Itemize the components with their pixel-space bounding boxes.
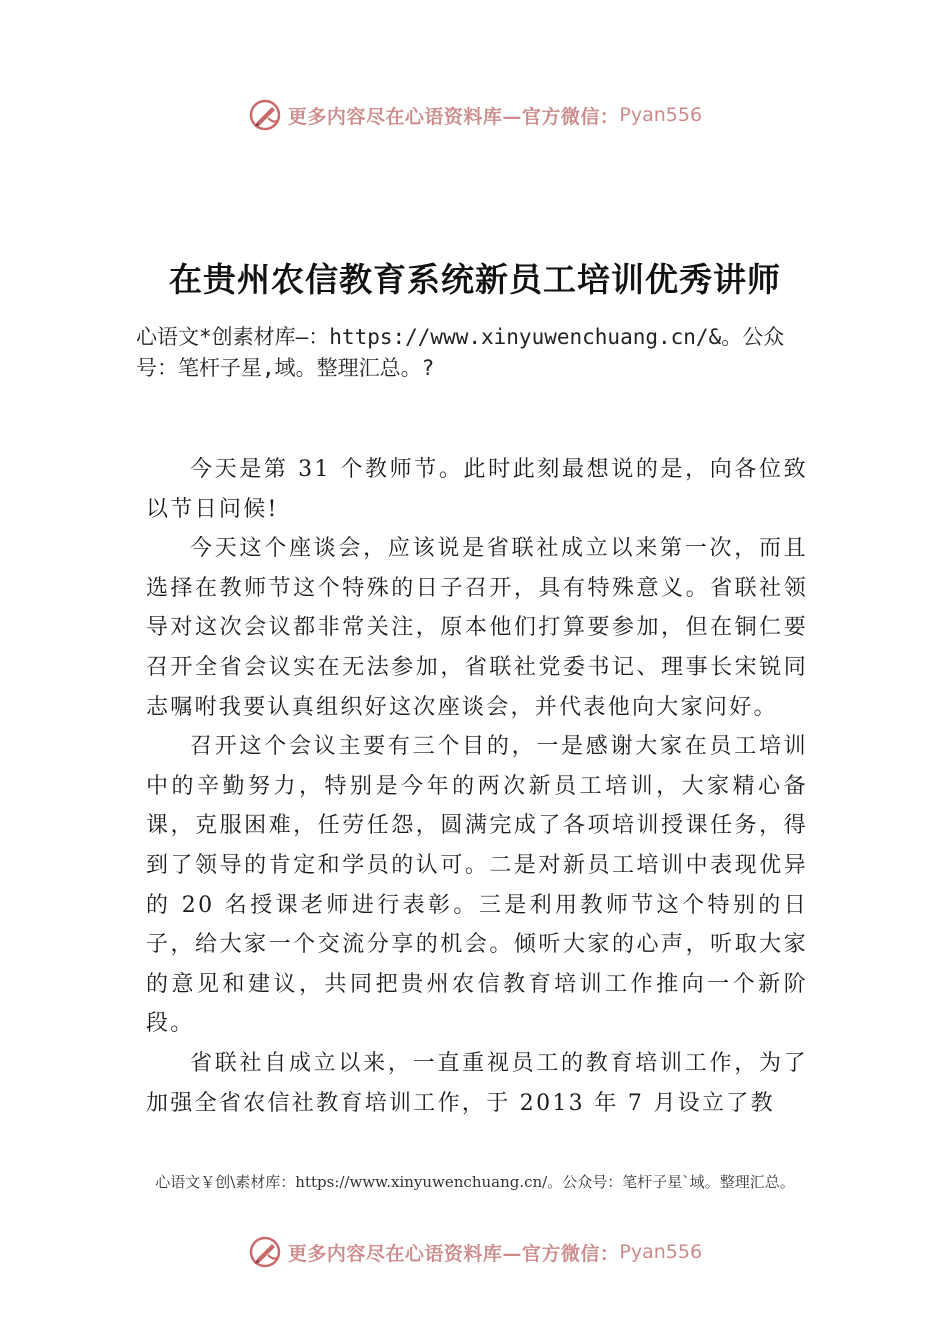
paragraph: 今天是第 31 个教师节。此时此刻最想说的是，向各位致以节日问候!: [146, 457, 808, 522]
document-body: [146, 450, 808, 1123]
banner-wechat-handle: Pyan556: [619, 1241, 703, 1263]
paragraph: 今天这个座谈会，应该说是省联社成立以来第一次，而且选择在教师节这个特殊的日子召开，具有特殊意义。省联社领导对这次会议都非常关注，原本他们打算要参加，但在铜仁要召开全省会议实在无法参加，省联社党委书记、理事长宋锐同志嘱咐我要认真组织好这次座谈会，并代表他向大家问好。: [146, 536, 808, 720]
paragraph: 省联社自成立以来，一直重视员工的教育培训工作，为了加强全省农信社教育培训工作，于 2013 年 7 月设立了教: [146, 1050, 808, 1116]
footer-source-note: 心语文￥创\素材库：https://www.xinyuwenchuang.cn/。公众号：笔杆子星`域。整理汇总。: [155, 1173, 795, 1191]
source-line: 心语文*创素材库—：https://www.xinyuwenchuang.cn/&。公众号：笔杆子星,域。整理汇总。?: [136, 325, 785, 380]
top-banner: [0, 95, 950, 135]
banner-wechat-handle: Pyan556: [619, 104, 703, 126]
document-title: 在贵州农信教育系统新员工培训优秀讲师: [169, 260, 781, 299]
banner-text: 更多内容尽在心语资料库—官方微信：: [287, 105, 620, 128]
pen-logo-icon: [248, 98, 282, 132]
bottom-banner: [0, 1232, 950, 1272]
banner-text: 更多内容尽在心语资料库—官方微信：: [287, 1242, 620, 1265]
pen-logo-icon: [248, 1235, 282, 1269]
paragraph: 召开这个会议主要有三个目的，一是感谢大家在员工培训中的辛勤努力，特别是今年的两次新员工培训，大家精心备课，克服困难，任劳任怨，圆满完成了各项培训授课任务，得到了领导的肯定和学员的认可。二是对新员工培训中表现优异的 20 名授课老师进行表彰。三是利用教师节这个特别的日子，给大家一个交流分享的机会。倾听大家的心声，听取大家的意见和建议，共同把贵州农信教育培训工作推向一个新阶段。: [146, 734, 808, 1037]
